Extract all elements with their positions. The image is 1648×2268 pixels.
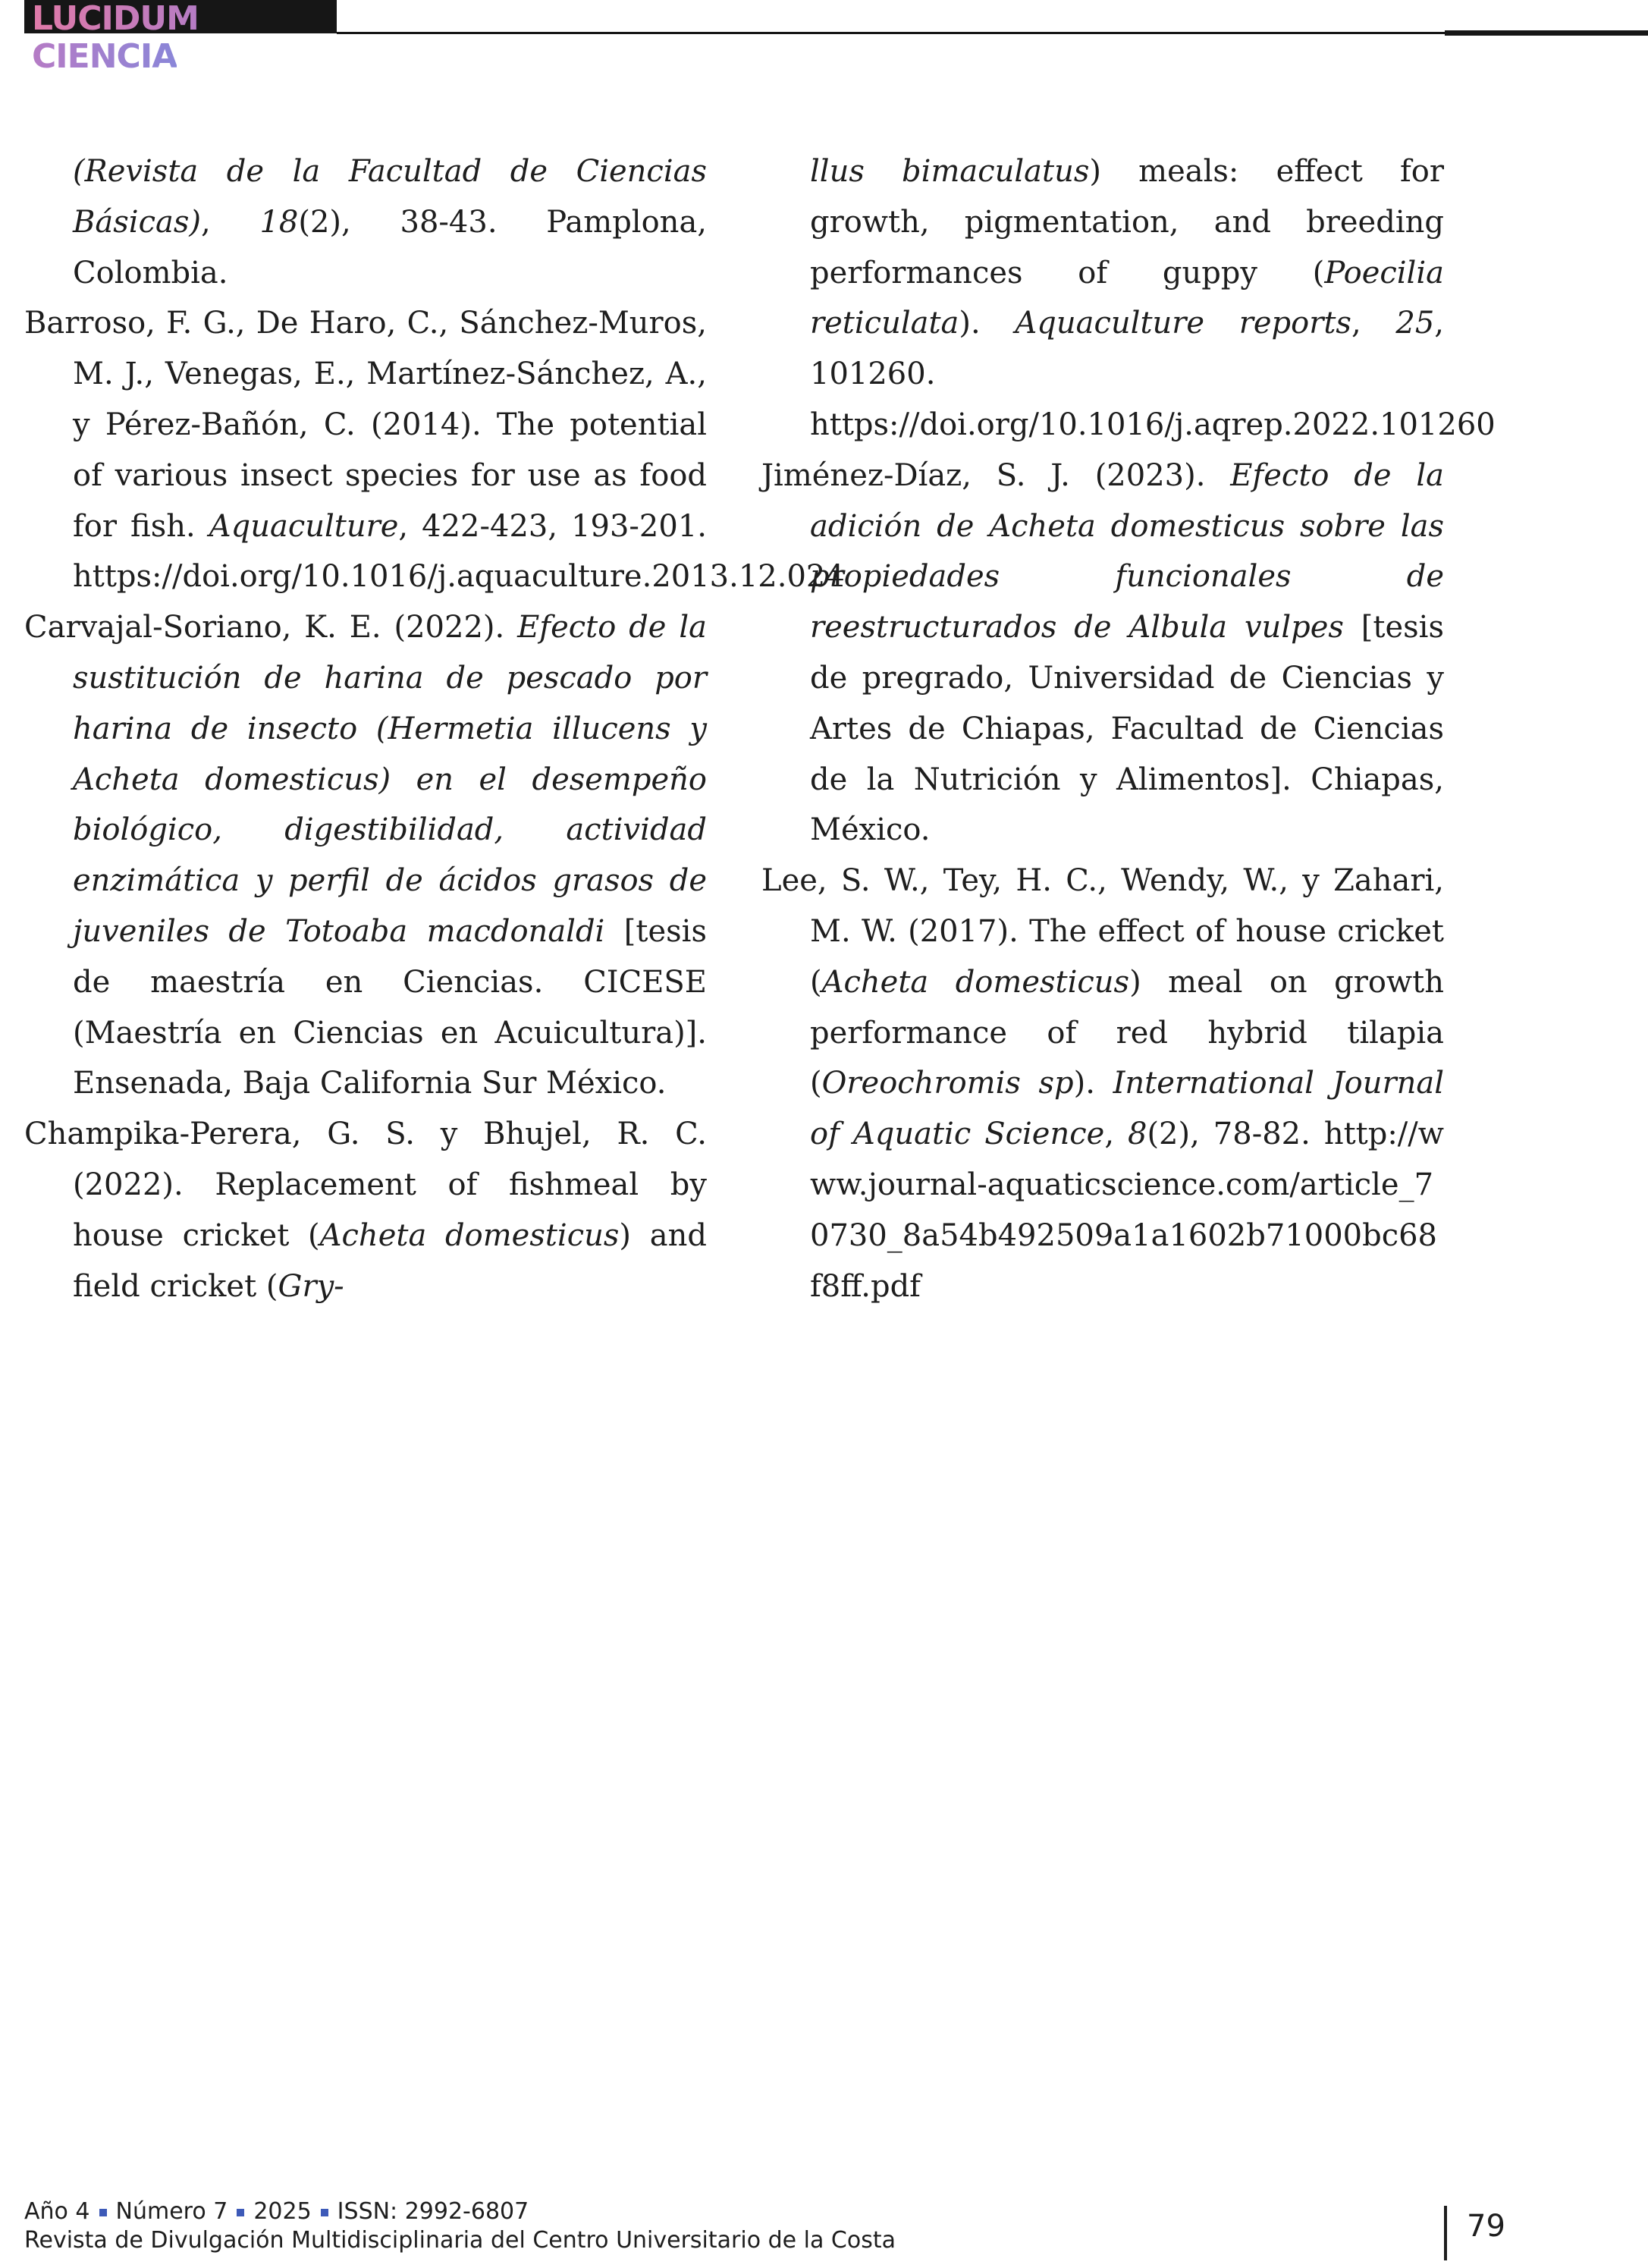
- bullet-square-icon: [321, 2209, 328, 2216]
- reference-champika-continuation: llus bimaculatus) meals: effect for growth, pigmentation, and breeding performances of guppy (Poecilia reticulata). Aquaculture reports, 25, 101260. https://doi.org/10.1016/j.aqrep.2022.101260: [810, 154, 1496, 442]
- right-column: [761, 146, 1496, 1311]
- reference-carvajal: Carvajal-Soriano, K. E. (2022). Efecto de la sustitución de harina de pescado por harina de insecto (Hermetia illucens y Acheta domesticus) en el desempeño biológico, digestibilidad, actividad enzimática y perfil de ácidos grasos de juveniles de Totoaba macdonaldi [tesis de maestría en Ciencias. CICESE (Maestría en Ciencias en Acuicultura)]. Ensenada, Baja California Sur México.: [24, 610, 707, 1101]
- reference-link[interactable]: http://www.journal-aquaticscience.com/article_70730_8a54b492509a1a1602b71000bc68f8ff.pdf: [810, 1117, 1444, 1304]
- reference-champika: Champika-Perera, G. S. y Bhujel, R. C. (2022). Replacement of fishmeal by house cricket (Acheta domesticus) and field cricket (Gry-: [24, 1117, 707, 1304]
- reference-jimenez: Jiménez-Díaz, S. J. (2023). Efecto de la adición de Acheta domesticus sobre las propiedades funcionales de reestructurados de Albula vulpes [tesis de pregrado, Universidad de Ciencias y Artes de Chiapas, Facultad de Ciencias de la Nutrición y Alimentos]. Chiapas, México.: [761, 457, 1444, 848]
- footer-divider: [1444, 2206, 1447, 2260]
- footer-info: [24, 2197, 896, 2255]
- bullet-square-icon: [237, 2209, 244, 2216]
- page-number: 79: [1467, 2209, 1505, 2244]
- header-rule-accent: [1445, 30, 1648, 36]
- journal-brand: LUCIDUM CIENCIA: [24, 0, 337, 33]
- reference-lee: Lee, S. W., Tey, H. C., Wendy, W., y Zahari, M. W. (2017). The effect of house cricket (Acheta domesticus) meal on growth performance of red hybrid tilapia (Oreochromis sp). International Journal of Aquatic Science, 8(2), 78-82. http://www.journal-aquaticscience.com/article_70730_8a54b492509a1a1602b71000bc68f8ff.pdf: [761, 863, 1444, 1304]
- footer-issue-line: Año 4 Número 7 2025 ISSN: 2992-6807: [24, 2198, 529, 2225]
- reference-continuation: (Revista de la Facultad de Ciencias Básicas), 18(2), 38-43. Pamplona, Colombia.: [73, 154, 708, 291]
- reference-barroso: Barroso, F. G., De Haro, C., Sánchez-Muros, M. J., Venegas, E., Martínez-Sánchez, A., y Pérez-Bañón, C. (2014). The potential of various insect species for use as food for fish. Aquaculture, 422-423, 193-201. https://doi.org/10.1016/j.aquaculture.2013.12.024: [24, 306, 845, 595]
- footer-journal-name: Revista de Divulgación Multidisciplinaria del Centro Universitario de la Costa: [24, 2227, 896, 2254]
- bullet-square-icon: [99, 2209, 107, 2216]
- left-column: [24, 146, 845, 1311]
